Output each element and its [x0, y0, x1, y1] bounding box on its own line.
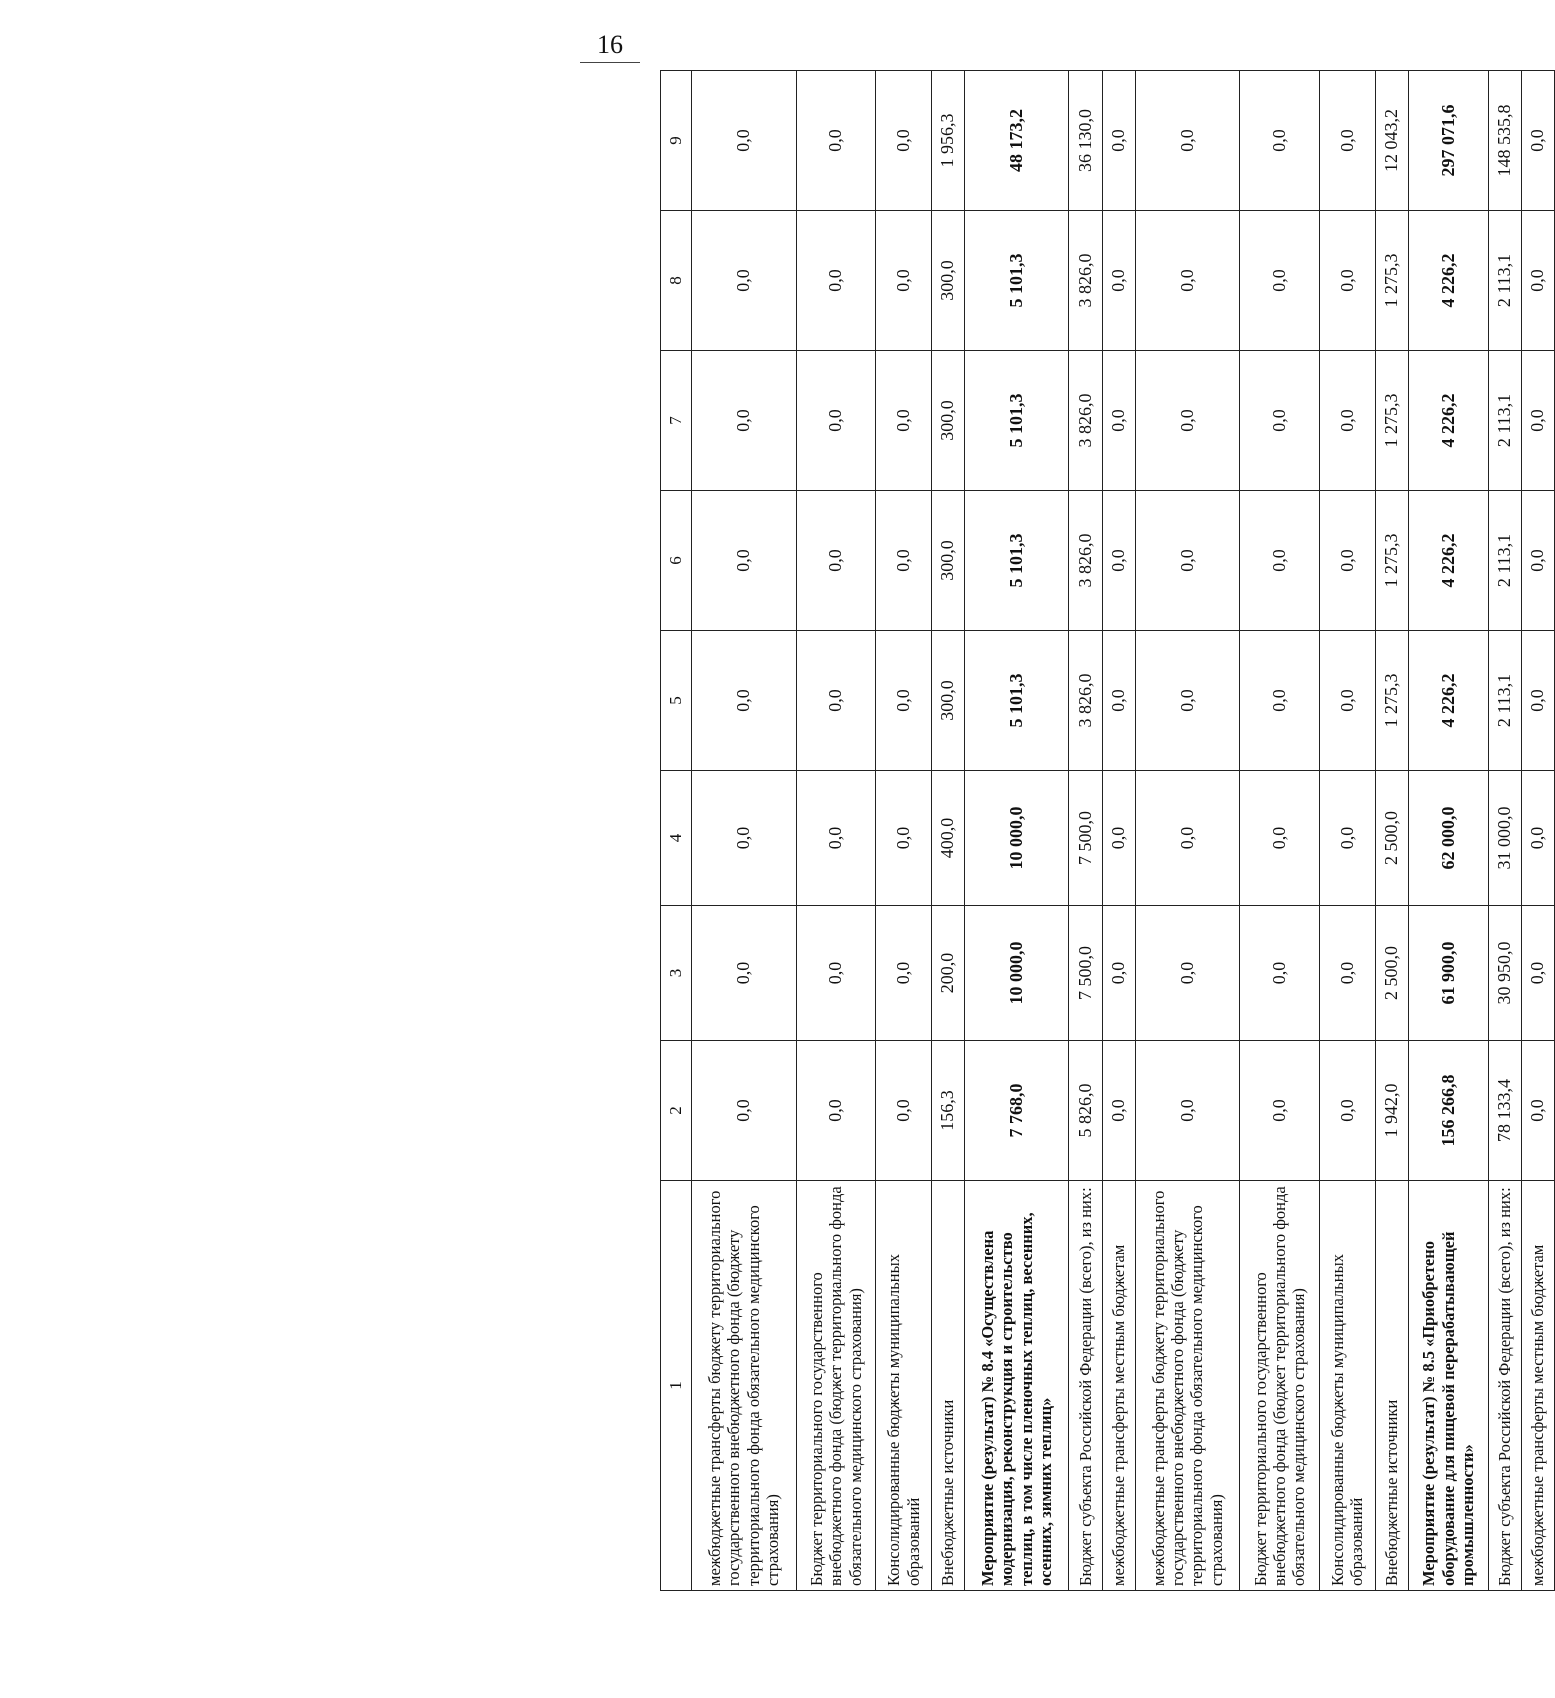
value-cell: 0,0	[1135, 351, 1240, 491]
value-cell: 4 226,2	[1408, 211, 1488, 351]
row-label: Консолидированные бюджеты муниципальных образований	[1320, 1181, 1375, 1591]
value-cell: 1 275,3	[1375, 631, 1408, 771]
value-cell: 0,0	[1102, 71, 1135, 211]
value-cell: 0,0	[796, 771, 876, 906]
column-header-8: 8	[661, 211, 692, 351]
value-cell: 0,0	[1320, 1041, 1375, 1181]
value-cell: 0,0	[1102, 491, 1135, 631]
value-cell: 0,0	[692, 491, 797, 631]
value-cell: 0,0	[1320, 71, 1375, 211]
row-label: Бюджет субъекта Российской Федерации (всего), из них:	[1069, 1181, 1102, 1591]
value-cell: 156,3	[931, 1041, 964, 1181]
value-cell: 0,0	[1135, 491, 1240, 631]
value-cell: 7 768,0	[964, 1041, 1069, 1181]
value-cell: 0,0	[1102, 351, 1135, 491]
value-cell: 0,0	[796, 351, 876, 491]
value-cell: 0,0	[1240, 906, 1320, 1041]
rotated-table-container	[660, 71, 1555, 1591]
value-cell: 0,0	[796, 631, 876, 771]
value-cell: 10 000,0	[964, 906, 1069, 1041]
value-cell: 0,0	[1521, 631, 1554, 771]
table-body	[692, 71, 1555, 1591]
value-cell: 0,0	[1135, 1041, 1240, 1181]
value-cell: 0,0	[876, 906, 931, 1041]
column-header-9: 9	[661, 71, 692, 211]
row-label: Мероприятие (результат) № 8.5 «Приобретено оборудование для пищевой перерабатывающей промышленности»	[1408, 1181, 1488, 1591]
column-header-7: 7	[661, 351, 692, 491]
page-number: 16	[580, 30, 640, 63]
value-cell: 5 101,3	[964, 351, 1069, 491]
table-row	[931, 71, 964, 1591]
value-cell: 61 900,0	[1408, 906, 1488, 1041]
value-cell: 200,0	[931, 906, 964, 1041]
row-label: Мероприятие (результат) № 8.4 «Осуществлена модернизация, реконструкция и строительство теплиц, в том числе пленочных теплиц, весенних, осенних, зимних теплиц»	[964, 1181, 1069, 1591]
value-cell: 0,0	[796, 71, 876, 211]
value-cell: 0,0	[796, 491, 876, 631]
table-row	[876, 71, 931, 1591]
budget-table	[660, 70, 1555, 1591]
value-cell: 0,0	[1240, 1041, 1320, 1181]
value-cell: 3 826,0	[1069, 351, 1102, 491]
value-cell: 300,0	[931, 211, 964, 351]
value-cell: 0,0	[876, 71, 931, 211]
value-cell: 0,0	[1240, 351, 1320, 491]
value-cell: 0,0	[1320, 906, 1375, 1041]
value-cell: 0,0	[1135, 211, 1240, 351]
value-cell: 0,0	[1135, 631, 1240, 771]
value-cell: 0,0	[1320, 631, 1375, 771]
value-cell: 78 133,4	[1488, 1041, 1521, 1181]
value-cell: 0,0	[1240, 631, 1320, 771]
value-cell: 2 113,1	[1488, 211, 1521, 351]
value-cell: 0,0	[692, 631, 797, 771]
value-cell: 3 826,0	[1069, 211, 1102, 351]
value-cell: 0,0	[1135, 906, 1240, 1041]
value-cell: 0,0	[1320, 491, 1375, 631]
column-header-4: 4	[661, 771, 692, 906]
value-cell: 0,0	[1102, 771, 1135, 906]
value-cell: 300,0	[931, 491, 964, 631]
value-cell: 5 101,3	[964, 631, 1069, 771]
value-cell: 0,0	[1102, 631, 1135, 771]
row-label: межбюджетные трансферты бюджету территориального государственного внебюджетного фонда (бюджету территориального фонда обязательного медицинского страхования)	[1135, 1181, 1240, 1591]
value-cell: 3 826,0	[1069, 631, 1102, 771]
table-row	[1240, 71, 1320, 1591]
value-cell: 0,0	[1521, 771, 1554, 906]
value-cell: 0,0	[1102, 906, 1135, 1041]
value-cell: 0,0	[692, 351, 797, 491]
value-cell: 0,0	[1521, 491, 1554, 631]
value-cell: 0,0	[692, 71, 797, 211]
value-cell: 0,0	[1240, 491, 1320, 631]
value-cell: 400,0	[931, 771, 964, 906]
value-cell: 0,0	[796, 1041, 876, 1181]
value-cell: 1 275,3	[1375, 491, 1408, 631]
value-cell: 297 071,6	[1408, 71, 1488, 211]
value-cell: 5 101,3	[964, 211, 1069, 351]
value-cell: 0,0	[1521, 71, 1554, 211]
table-row	[1521, 71, 1554, 1591]
row-label: межбюджетные трансферты бюджету территориального государственного внебюджетного фонда (бюджету территориального фонда обязательного медицинского страхования)	[692, 1181, 797, 1591]
column-header-6: 6	[661, 491, 692, 631]
header-row	[661, 71, 692, 1591]
value-cell: 0,0	[796, 211, 876, 351]
row-label: Консолидированные бюджеты муниципальных образований	[876, 1181, 931, 1591]
value-cell: 10 000,0	[964, 771, 1069, 906]
value-cell: 0,0	[1102, 1041, 1135, 1181]
value-cell: 62 000,0	[1408, 771, 1488, 906]
value-cell: 0,0	[876, 211, 931, 351]
value-cell: 0,0	[692, 906, 797, 1041]
value-cell: 1 275,3	[1375, 351, 1408, 491]
table-row	[796, 71, 876, 1591]
value-cell: 0,0	[1521, 211, 1554, 351]
row-label: Бюджет субъекта Российской Федерации (всего), из них:	[1488, 1181, 1521, 1591]
value-cell: 0,0	[1521, 1041, 1554, 1181]
table-row	[1488, 71, 1521, 1591]
value-cell: 3 826,0	[1069, 491, 1102, 631]
value-cell: 300,0	[931, 351, 964, 491]
value-cell: 5 101,3	[964, 491, 1069, 631]
value-cell: 2 500,0	[1375, 771, 1408, 906]
column-header-2: 2	[661, 1041, 692, 1181]
value-cell: 0,0	[1240, 211, 1320, 351]
value-cell: 1 275,3	[1375, 211, 1408, 351]
table-row	[1135, 71, 1240, 1591]
value-cell: 30 950,0	[1488, 906, 1521, 1041]
value-cell: 0,0	[1521, 906, 1554, 1041]
value-cell: 0,0	[1521, 351, 1554, 491]
column-header-3: 3	[661, 906, 692, 1041]
row-label: межбюджетные трансферты местным бюджетам	[1102, 1181, 1135, 1591]
table-row	[1102, 71, 1135, 1591]
value-cell: 0,0	[1240, 771, 1320, 906]
value-cell: 0,0	[876, 771, 931, 906]
value-cell: 0,0	[796, 906, 876, 1041]
value-cell: 0,0	[876, 1041, 931, 1181]
value-cell: 7 500,0	[1069, 906, 1102, 1041]
value-cell: 0,0	[1320, 771, 1375, 906]
value-cell: 31 000,0	[1488, 771, 1521, 906]
table-row	[1069, 71, 1102, 1591]
value-cell: 0,0	[692, 771, 797, 906]
row-label: межбюджетные трансферты местным бюджетам	[1521, 1181, 1554, 1591]
value-cell: 0,0	[1240, 71, 1320, 211]
column-header-1: 1	[661, 1181, 692, 1591]
value-cell: 0,0	[876, 631, 931, 771]
column-header-5: 5	[661, 631, 692, 771]
value-cell: 7 500,0	[1069, 771, 1102, 906]
value-cell: 0,0	[1320, 211, 1375, 351]
value-cell: 2 113,1	[1488, 631, 1521, 771]
value-cell: 4 226,2	[1408, 491, 1488, 631]
value-cell: 48 173,2	[964, 71, 1069, 211]
table-row	[964, 71, 1069, 1591]
value-cell: 0,0	[876, 351, 931, 491]
value-cell: 156 266,8	[1408, 1041, 1488, 1181]
table-row	[1408, 71, 1488, 1591]
value-cell: 1 956,3	[931, 71, 964, 211]
value-cell: 5 826,0	[1069, 1041, 1102, 1181]
value-cell: 0,0	[692, 1041, 797, 1181]
value-cell: 0,0	[1102, 211, 1135, 351]
table-row	[1320, 71, 1375, 1591]
value-cell: 4 226,2	[1408, 351, 1488, 491]
value-cell: 2 113,1	[1488, 491, 1521, 631]
row-label: Внебюджетные источники	[1375, 1181, 1408, 1591]
value-cell: 0,0	[1320, 351, 1375, 491]
value-cell: 0,0	[692, 211, 797, 351]
value-cell: 148 535,8	[1488, 71, 1521, 211]
value-cell: 4 226,2	[1408, 631, 1488, 771]
table-row	[692, 71, 797, 1591]
value-cell: 12 043,2	[1375, 71, 1408, 211]
value-cell: 2 113,1	[1488, 351, 1521, 491]
row-label: Внебюджетные источники	[931, 1181, 964, 1591]
table-row	[1375, 71, 1408, 1591]
value-cell: 1 942,0	[1375, 1041, 1408, 1181]
value-cell: 2 500,0	[1375, 906, 1408, 1041]
value-cell: 36 130,0	[1069, 71, 1102, 211]
row-label: Бюджет территориального государственного внебюджетного фонда (бюджет территориального фонда обязательного медицинского страхования)	[796, 1181, 876, 1591]
value-cell: 0,0	[876, 491, 931, 631]
row-label: Бюджет территориального государственного внебюджетного фонда (бюджет территориального фонда обязательного медицинского страхования)	[1240, 1181, 1320, 1591]
value-cell: 0,0	[1135, 771, 1240, 906]
value-cell: 300,0	[931, 631, 964, 771]
value-cell: 0,0	[1135, 71, 1240, 211]
